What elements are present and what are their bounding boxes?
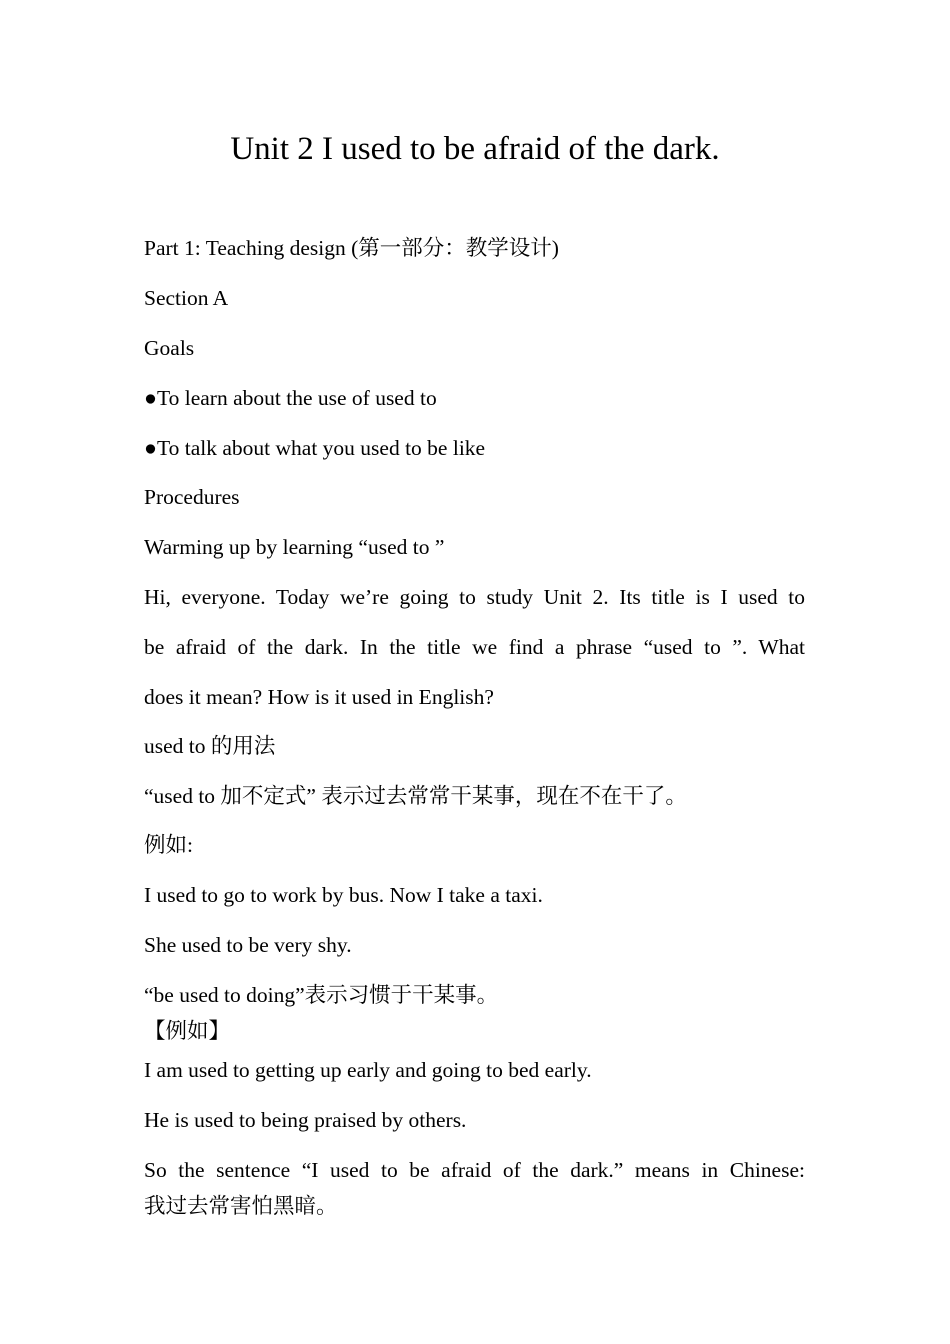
conclusion-translation: 我过去常害怕黑暗。	[144, 1194, 338, 1218]
paragraph-line: Hi, everyone. Today we’re going to study Unit 2. Its title is I used to	[144, 585, 805, 609]
part-heading: Part 1: Teaching design (第一部分：教学设计)	[144, 236, 559, 260]
usage-rule: “used to 加不定式” 表示过去常常干某事，现在不在干了。	[144, 784, 687, 808]
example-sentence: He is used to being praised by others.	[144, 1108, 467, 1132]
goals-heading: Goals	[144, 336, 195, 360]
example-sentence: I am used to getting up early and going to bed early.	[144, 1058, 592, 1082]
usage-rule: “be used to doing”表示习惯于干某事。	[144, 983, 499, 1007]
example-sentence: She used to be very shy.	[144, 933, 352, 957]
goal-item: ●To talk about what you used to be like	[144, 436, 486, 460]
example-sentence: I used to go to work by bus. Now I take a taxi.	[144, 883, 543, 907]
document-title: Unit 2 I used to be afraid of the dark.	[230, 131, 720, 167]
paragraph-line: does it mean? How is it used in English?	[144, 685, 494, 709]
warming-up-heading: Warming up by learning “used to ”	[144, 535, 445, 559]
goal-item: ●To learn about the use of used to	[144, 386, 437, 410]
section-heading: Section A	[144, 286, 229, 310]
example-label: 【例如】	[144, 1019, 231, 1043]
example-label: 例如:	[144, 833, 193, 857]
conclusion-line: So the sentence “I used to be afraid of the dark.” means in Chinese:	[144, 1158, 805, 1182]
usage-heading: used to 的用法	[144, 734, 276, 758]
procedures-heading: Procedures	[144, 485, 240, 509]
paragraph-line: be afraid of the dark. In the title we find a phrase “used to ”. What	[144, 635, 805, 659]
